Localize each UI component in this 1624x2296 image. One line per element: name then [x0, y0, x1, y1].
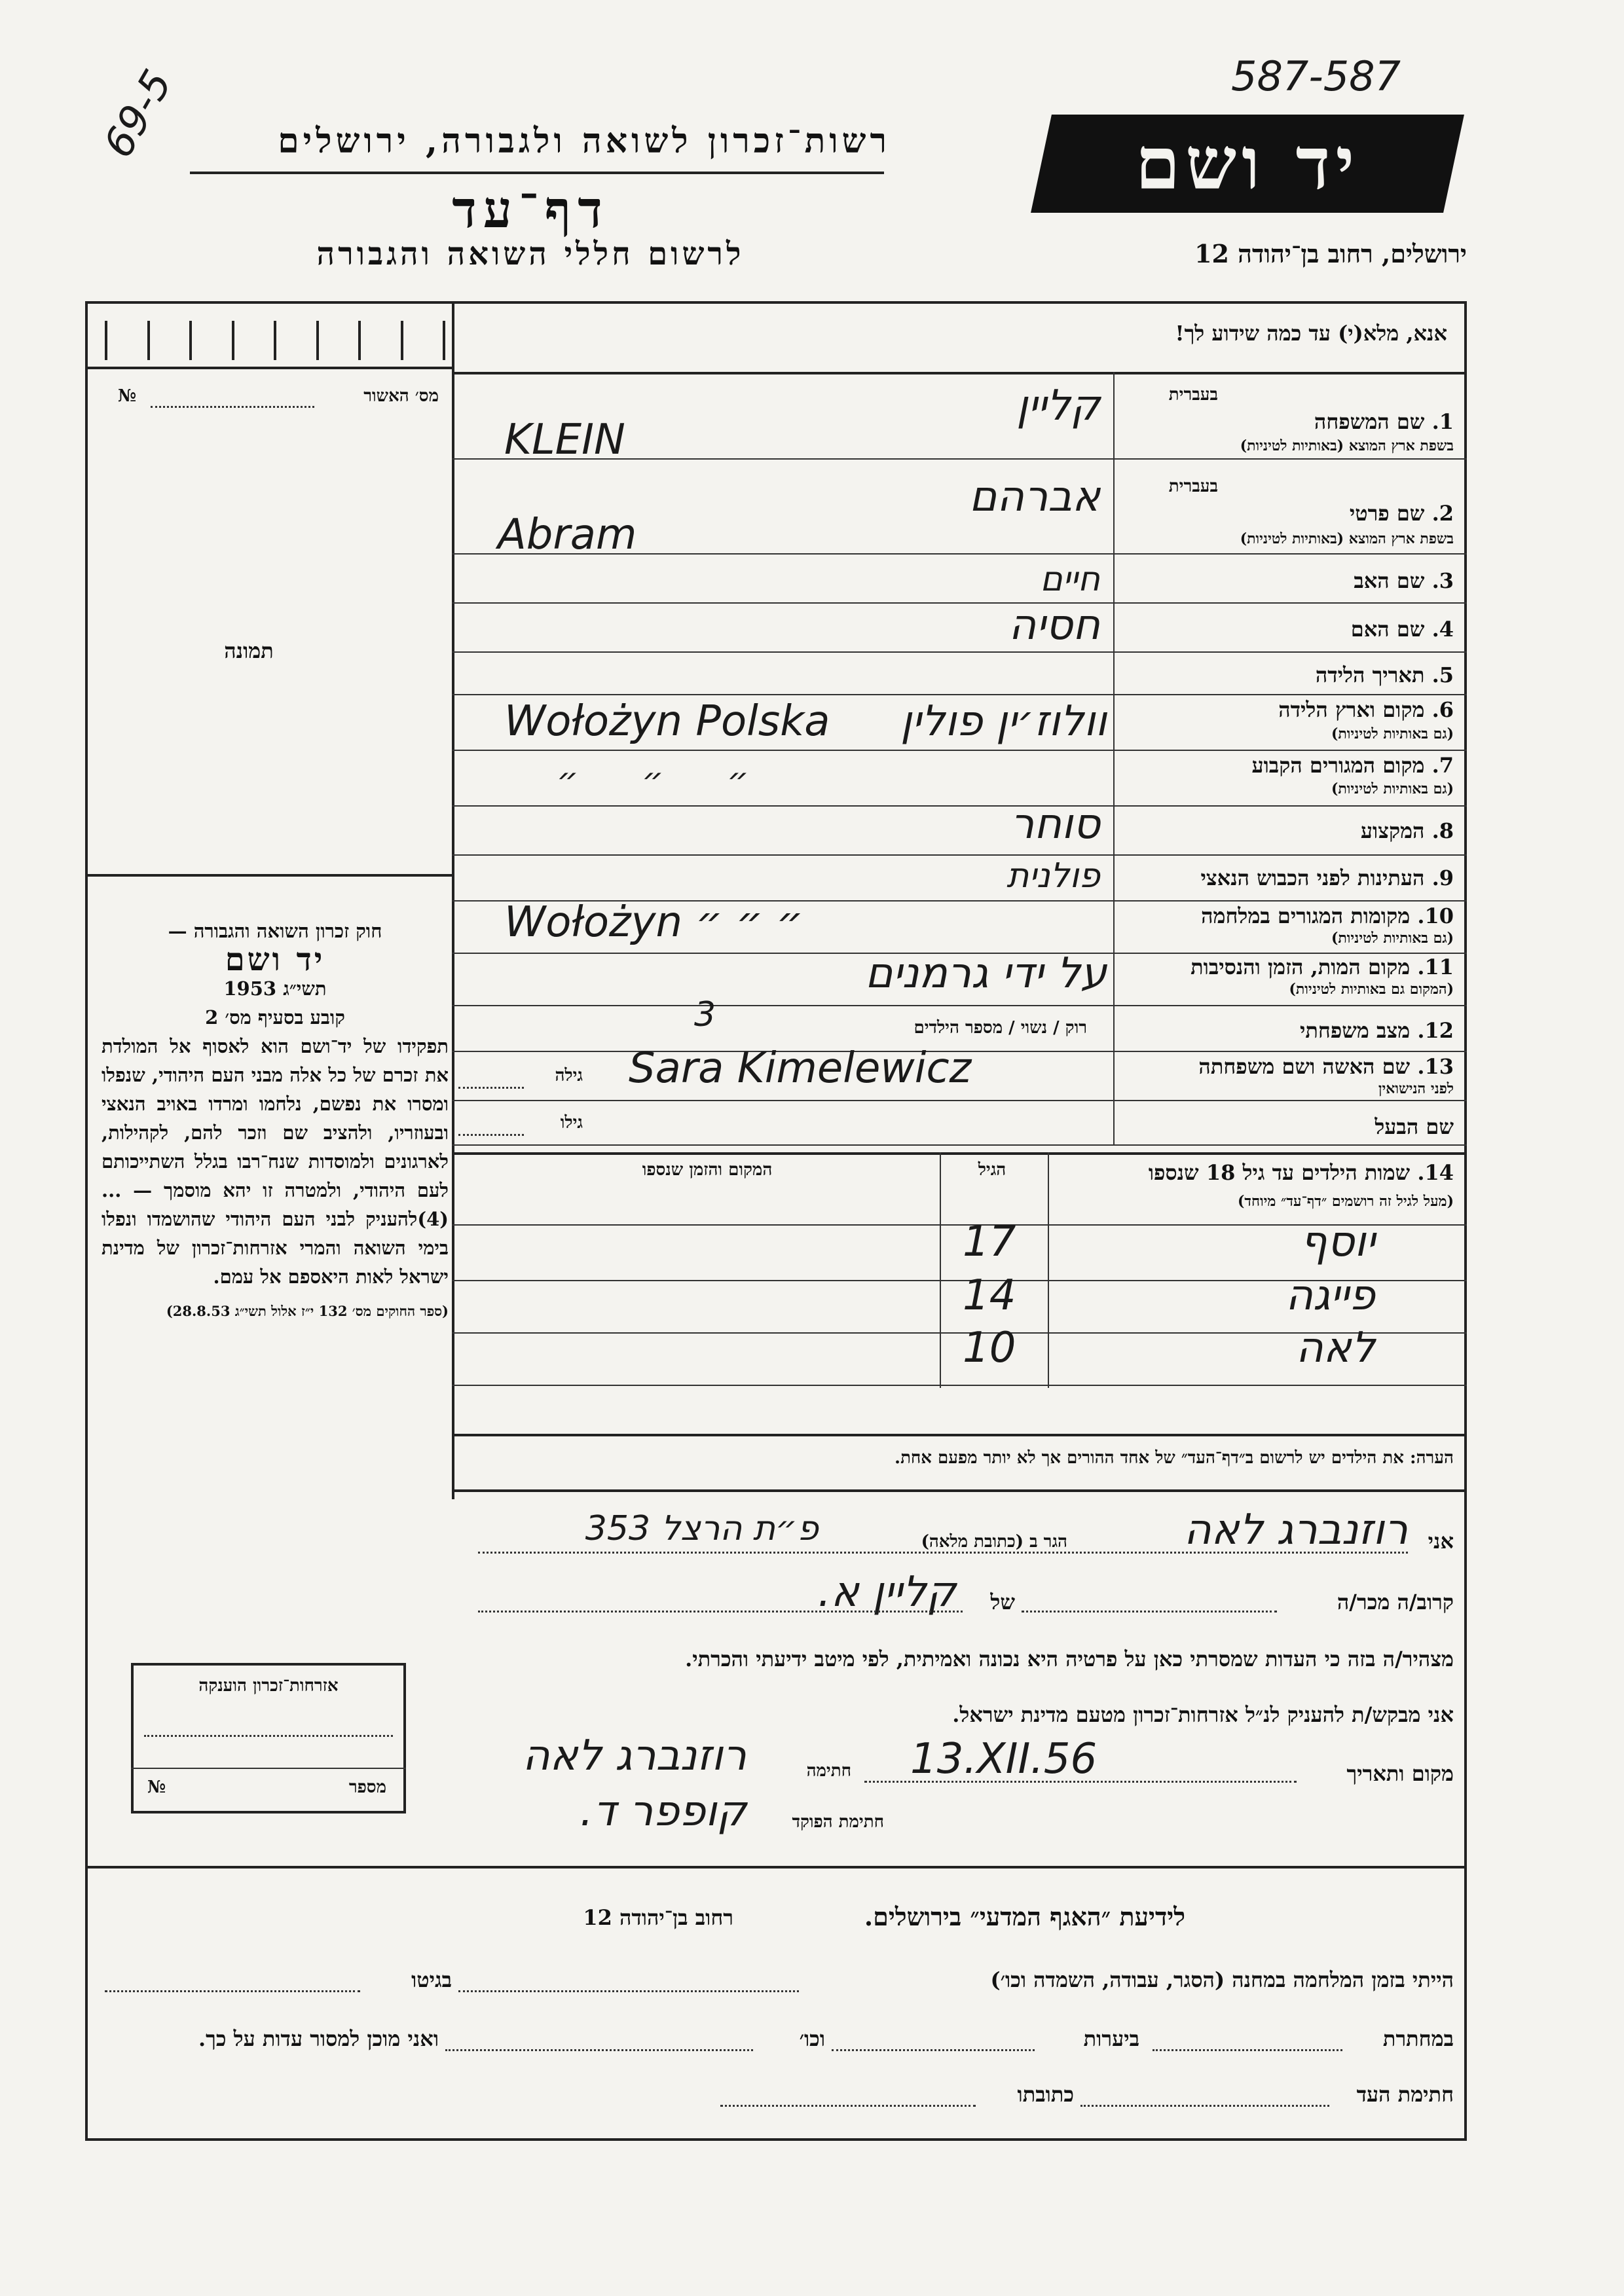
last-name-hebrew: קליין [1016, 382, 1100, 430]
law-text [101, 917, 449, 1321]
field-3-label-text: שם האב [1354, 568, 1425, 593]
yad-vashem-logo [1031, 115, 1464, 213]
footer-ghetto: בגיטו [411, 1967, 452, 1992]
remark [471, 1448, 1454, 1468]
field-6-label-text: מקום וארץ הלידה [1278, 697, 1425, 722]
citizenship-number-prefix: № [147, 1777, 166, 1797]
approval-label: מס׳ האשור [363, 386, 439, 406]
row-line [452, 1144, 1467, 1146]
law-clause: קובע בסעיף מס׳ 2 [205, 1006, 345, 1029]
field-5-label-text: תאריך הלידה [1315, 663, 1425, 687]
birth-place-latin: Wołożyn Polska [504, 697, 830, 746]
logo-text: יד ושם [1135, 121, 1360, 206]
field-7-num: 7. [1431, 753, 1454, 778]
children-note: (מעל לגיל זה רושמים ״דף־עד״ מיוחד) [1237, 1193, 1454, 1210]
child-age: 10 [963, 1324, 1016, 1372]
children-col-age: הגיל [978, 1160, 1006, 1180]
row-line [452, 750, 1467, 751]
field-2-label [1153, 501, 1454, 526]
declarant-name: רוזנברג לאה [1183, 1506, 1408, 1554]
relation-line [1022, 1611, 1277, 1613]
org-name: רשות־זכרון לשואה ולגבורה, ירושלים [278, 121, 891, 161]
field-11-note: (המקום גם באותיות לטיניות) [1289, 981, 1454, 998]
children-row-line [452, 1385, 1467, 1386]
wife-name: Sara Kimelewicz [629, 1044, 972, 1093]
birth-place-hebrew: וולוז׳ין פולין [900, 697, 1107, 746]
field-12-label [1153, 1018, 1454, 1043]
permanent-residence: ״ ״ ״ [557, 761, 775, 800]
first-name-latin: Abram [498, 511, 637, 559]
citizenship-divider [131, 1768, 406, 1769]
signature-label: חתימה [806, 1761, 851, 1781]
children-num: 14. [1417, 1160, 1454, 1185]
field-10-label-text: מקומות המגורים במלחמה [1201, 903, 1411, 928]
field-1-label [1153, 409, 1454, 434]
field-9-label [1126, 866, 1454, 890]
husband-age-label: גילו [560, 1113, 583, 1133]
children-count: 3 [694, 995, 716, 1034]
field-2-lang-latin: בשפת ארץ המוצא (באותיות לטיניות) [1240, 530, 1454, 547]
row-line [452, 651, 1467, 653]
field-6-label [1153, 697, 1454, 722]
citizenship-number-label: מספר [348, 1777, 386, 1797]
field-7-note: (גם באותיות לטיניות) [1331, 780, 1454, 797]
field-4-label [1153, 617, 1454, 642]
citizenship-title: אזרחות־זכרון הוענקה [198, 1676, 339, 1696]
sign-date: 13.XII.56 [910, 1735, 1098, 1783]
field-13-label-text: שם האשה ושם משפחתה [1198, 1054, 1411, 1079]
first-name-hebrew: אברהם [969, 473, 1100, 521]
instruction-divider [452, 372, 1467, 374]
husband-age-line [458, 1134, 524, 1136]
ticks-divider [85, 367, 452, 369]
field-9-label-text: העתינות לפני הכבוש הנאצי [1200, 866, 1425, 890]
child-name: יוסף [1300, 1218, 1375, 1266]
forests-line [832, 2049, 1035, 2051]
footer-witness-signature: חתימת העד [1356, 2082, 1454, 2107]
law-year-num: 1953 [223, 977, 277, 1000]
field-3-num: 3. [1431, 568, 1454, 593]
child-name: פייגה [1285, 1271, 1375, 1320]
row-line [452, 1005, 1467, 1006]
declarant-address: פ״ת הרצל 353 [585, 1509, 819, 1548]
wartime-residence: Wołożyn ״ ״ ״ [504, 898, 803, 947]
mother-name: חסיה [1008, 601, 1100, 649]
field-7-label [1153, 753, 1454, 778]
field-10-num: 10. [1417, 903, 1454, 928]
declarant-i-label: אני [1428, 1529, 1454, 1554]
field-10-label [1126, 903, 1454, 928]
father-name: חיים [1040, 560, 1100, 599]
death-circumstances: על ידי גרמנים [864, 949, 1107, 998]
children-col-place: המקום והזמן שנספו [642, 1160, 773, 1180]
place-date-label: מקום ותאריך [1346, 1761, 1454, 1786]
footer-underground: במחתרת [1382, 2026, 1454, 2051]
field-12-label-text: מצב משפחתי [1300, 1018, 1411, 1043]
law-year [101, 974, 449, 1003]
footer-address-label: כתובתו [1017, 2082, 1074, 2107]
nationality: פולנית [1006, 856, 1100, 896]
form-title: דף־עד [452, 180, 609, 240]
witness-sig-line [1080, 2105, 1329, 2107]
declarant-line [478, 1552, 1408, 1554]
ghetto-line [105, 1990, 360, 1992]
form-subtitle: לרשום חללי השואה והגבורה [316, 236, 745, 272]
field-13-note: לפני הנישואין [1378, 1080, 1454, 1097]
header-address: ירושלים, רחוב בן־יהודה 12 [1194, 239, 1467, 268]
law-name: יד ושם [225, 941, 325, 978]
law-year-he: תשי״ג [283, 977, 327, 1000]
children-label [1048, 1160, 1454, 1185]
request-text: אני מבקש/ת להעניק לנ״ל אזרחות־זכרון מטעם מדינת ישראל. [952, 1702, 1454, 1727]
instruction: אנא, מלא(י) עד כמה שידוע לך! [1175, 321, 1447, 346]
wife-age-label: גילה [555, 1066, 583, 1085]
husband-label: שם הבעל [1375, 1114, 1454, 1139]
marital-options: רוק / נשוי / מספר הילדים [913, 1018, 1087, 1038]
profession: סוחר [1010, 800, 1100, 848]
place-date-line [864, 1781, 1297, 1783]
declaration-text: מצהיר/ה בזה כי העדות שמסרתי כאן על פרטיה היא נכונה ואמיתית, לפי מיטב ידיעתי והכרתי. [685, 1647, 1454, 1671]
org-underline [190, 172, 884, 174]
children-divider-name [1048, 1152, 1049, 1388]
footer-line1: הייתי בזמן המלחמה במחנה (הסגר, עבודה, השמדה וכו׳) [990, 1967, 1454, 1992]
field-1-lang-he: בעברית [1168, 385, 1218, 405]
child-age: 17 [963, 1218, 1016, 1266]
field-6-num: 6. [1431, 697, 1454, 722]
field-4-label-text: שם האם [1350, 617, 1425, 642]
remark-text: את הילדים יש לרשום ב״דף־העד״ של אחד ההורים אך לא יותר מפעם אחת. [895, 1448, 1404, 1468]
children-divider-age [940, 1152, 941, 1388]
etc-line [445, 2049, 753, 2051]
field-2-lang-he: בעברית [1168, 477, 1218, 496]
footer-ready: ואני מוכן למסור עדות על כך. [198, 2026, 439, 2051]
field-3-label [1153, 568, 1454, 593]
camp-line [458, 1990, 799, 1992]
law-body: תפקידו של יד־ושם הוא לאסוף אל המולדת את זכרם של כל אלה מבני העם היהודי, שנפלו ומסרו את נפשם, נלחמו ומרדו באויב הנאצי ובעוזריו, ולהציב שם וזכר להם, לקהילות, לארגונים ולמוסדות שנח־רבו בגלל השתייכותם לעם היהודי, ולמטרה זו יהא מוסמך — ...(4)להעניק לבני העם היהודי שהושמדו ונפלו בימי השואה והמרי אזרחות־זכרון של מדינת ישראל לאות היאספם אל עמם. [101, 1035, 449, 1288]
approval-number-cells [105, 321, 445, 360]
field-8-label-text: המקצוע [1360, 818, 1425, 843]
remark-label: הערה: [1410, 1448, 1454, 1468]
field-11-num: 11. [1417, 955, 1454, 979]
field-8-num: 8. [1431, 818, 1454, 843]
row-line [452, 694, 1467, 695]
children-label-text: שמות הילדים עד גיל 18 שנספו [1148, 1160, 1411, 1185]
remark-top-divider [452, 1434, 1467, 1436]
field-11-label-text: מקום המות, הזמן והנסיבות [1190, 955, 1411, 979]
field-1-lang-latin: בשפת ארץ המוצא (באותיות לטיניות) [1240, 437, 1454, 454]
child-age: 14 [963, 1271, 1016, 1320]
law-title: חוק זכרון השואה והגבורה — [168, 920, 382, 942]
witness-address-line [720, 2105, 976, 2107]
wife-age-line [458, 1087, 524, 1089]
field-1-label-text: שם המשפחה [1314, 409, 1425, 434]
reference-number: 587-587 [1231, 52, 1401, 100]
field-2-label-text: שם פרטי [1349, 501, 1425, 526]
field-13-label [1126, 1054, 1454, 1079]
corner-mark: 69-5 [94, 62, 181, 166]
footer-etc: וכו׳ [799, 2026, 825, 2051]
officer-signature: קופפר ד. [580, 1787, 747, 1836]
declarant-signature: רוזנברג לאה [522, 1732, 747, 1780]
footer-divider [85, 1866, 1467, 1868]
approval-prefix: № [118, 386, 137, 406]
relation-label: קרוב/ה מכר/ה [1337, 1590, 1454, 1614]
underground-line [1153, 2049, 1342, 2051]
field-5-label [1153, 663, 1454, 687]
field-4-num: 4. [1431, 617, 1454, 642]
field-7-label-text: מקום המגורים הקבוע [1251, 753, 1425, 778]
remark-bottom-divider [452, 1489, 1467, 1492]
field-5-num: 5. [1431, 663, 1454, 687]
last-name-latin: KLEIN [504, 416, 625, 464]
declarant-resides-label: הגר ב (כתובת מלאה) [921, 1532, 1067, 1552]
citizenship-line [144, 1735, 393, 1737]
field-13-num: 13. [1417, 1054, 1454, 1079]
photo-label: תמונה [224, 638, 274, 663]
section-divider [452, 1152, 1467, 1155]
field-2-num: 2. [1431, 501, 1454, 526]
footer-address: רחוב בן־יהודה 12 [583, 1905, 733, 1930]
footer-forests: ביערות [1083, 2026, 1139, 2051]
field-11-label [1126, 955, 1454, 979]
relation-of-line [478, 1611, 963, 1613]
relation-value: קליין א. [817, 1568, 956, 1616]
row-line [452, 854, 1467, 856]
law-source: (ספר החוקים מס׳ 132 י״ז אלול תשי״ג 28.8.53) [166, 1303, 449, 1319]
footer-title: לידיעת ״האגף המדעי״ בירושלים. [864, 1902, 1185, 1931]
photo-bottom-divider [85, 874, 452, 877]
child-name: לאה [1296, 1324, 1375, 1372]
row-line [452, 1100, 1467, 1101]
field-8-label [1153, 818, 1454, 843]
approval-line [151, 406, 314, 408]
label-column-divider [1113, 372, 1115, 1144]
officer-label: חתימת הפוקד [792, 1812, 884, 1832]
field-10-note: (גם באותיות לטיניות) [1331, 930, 1454, 947]
field-1-num: 1. [1431, 409, 1454, 434]
field-9-num: 9. [1431, 866, 1454, 890]
field-12-num: 12. [1417, 1018, 1454, 1043]
field-6-note: (גם באותיות לטיניות) [1331, 725, 1454, 742]
relation-of-label: של [990, 1590, 1015, 1614]
